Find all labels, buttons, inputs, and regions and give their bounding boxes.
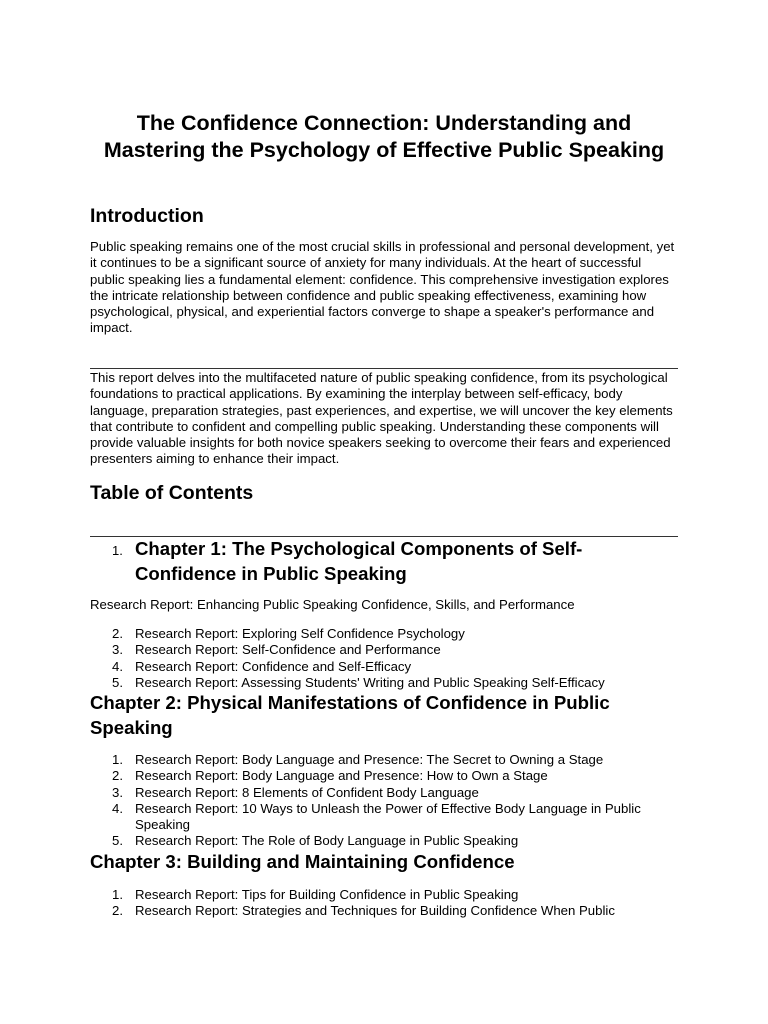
horizontal-divider	[90, 368, 678, 369]
introduction-heading: Introduction	[90, 205, 204, 227]
list-item: 2. Research Report: Exploring Self Confidence Psychology	[112, 626, 465, 641]
introduction-paragraph-1: Public speaking remains one of the most crucial skills in professional and personal development, yet it continues to be a significant source of anxiety for many individuals. At the heart of successful public speaking lies a fundamental element: confidence. This comprehensive investigation explores the intricate relationship between confidence and public speaking effectiveness, examining how psychological, physical, and experiential factors converge to shape a speaker's performance and impact.	[90, 239, 675, 336]
chapter-1-heading: Chapter 1: The Psychological Components of Self-Confidence in Public Speaking	[135, 538, 583, 584]
list-item: 3. Research Report: Self-Confidence and Performance	[112, 642, 441, 658]
table-of-contents-heading: Table of Contents	[90, 482, 254, 504]
introduction-paragraph-2: This report delves into the multifaceted nature of public speaking confidence, from its psychological foundations to practical applications. By examining the interplay between self-efficacy, body language, preparation strategies, past experiences, and expertise, we will uncover the key elements that contribute to confident and compelling public speaking. Understanding these components will provide valuable insights for both novice speakers seeking to overcome their fears and experienced presenters aiming to enhance their impact.	[90, 370, 673, 467]
list-item: 3. Research Report: 8 Elements of Confident Body Language	[112, 784, 479, 800]
chapter-2-report-list	[90, 752, 678, 850]
chapter-1-note: Research Report: Enhancing Public Speaking Confidence, Skills, and Performance	[90, 597, 575, 612]
chapter-2-heading: Chapter 2: Physical Manifestations of Confidence in Public Speaking	[90, 692, 610, 738]
chapter-3-report-list	[90, 887, 678, 920]
list-item: 1. Research Report: Body Language and Presence: The Secret to Owning a Stage	[112, 752, 604, 767]
chapter-3-heading: Chapter 3: Building and Maintaining Confidence	[90, 851, 515, 872]
list-item: 5. Research Report: The Role of Body Language in Public Speaking	[112, 833, 519, 849]
list-item: 5. Research Report: Assessing Students' Writing and Public Speaking Self-Efficacy	[112, 674, 605, 690]
list-item: 4. Research Report: Confidence and Self-Efficacy	[112, 658, 412, 674]
chapter-1-number: 1.	[112, 543, 123, 558]
list-item: 1. Research Report: Tips for Building Confidence in Public Speaking	[112, 887, 519, 902]
list-item: 2. Research Report: Strategies and Techniques for Building Confidence When Public	[112, 903, 615, 919]
document-title: The Confidence Connection: Understanding and Mastering the Psychology of Effective Public Speaking	[103, 111, 665, 162]
list-item: 2. Research Report: Body Language and Presence: How to Own a Stage	[112, 768, 548, 784]
chapter-1-report-list	[90, 626, 678, 691]
list-item: 4. Research Report: 10 Ways to Unleash the Power of Effective Body Language in Public Speaking	[112, 800, 641, 833]
